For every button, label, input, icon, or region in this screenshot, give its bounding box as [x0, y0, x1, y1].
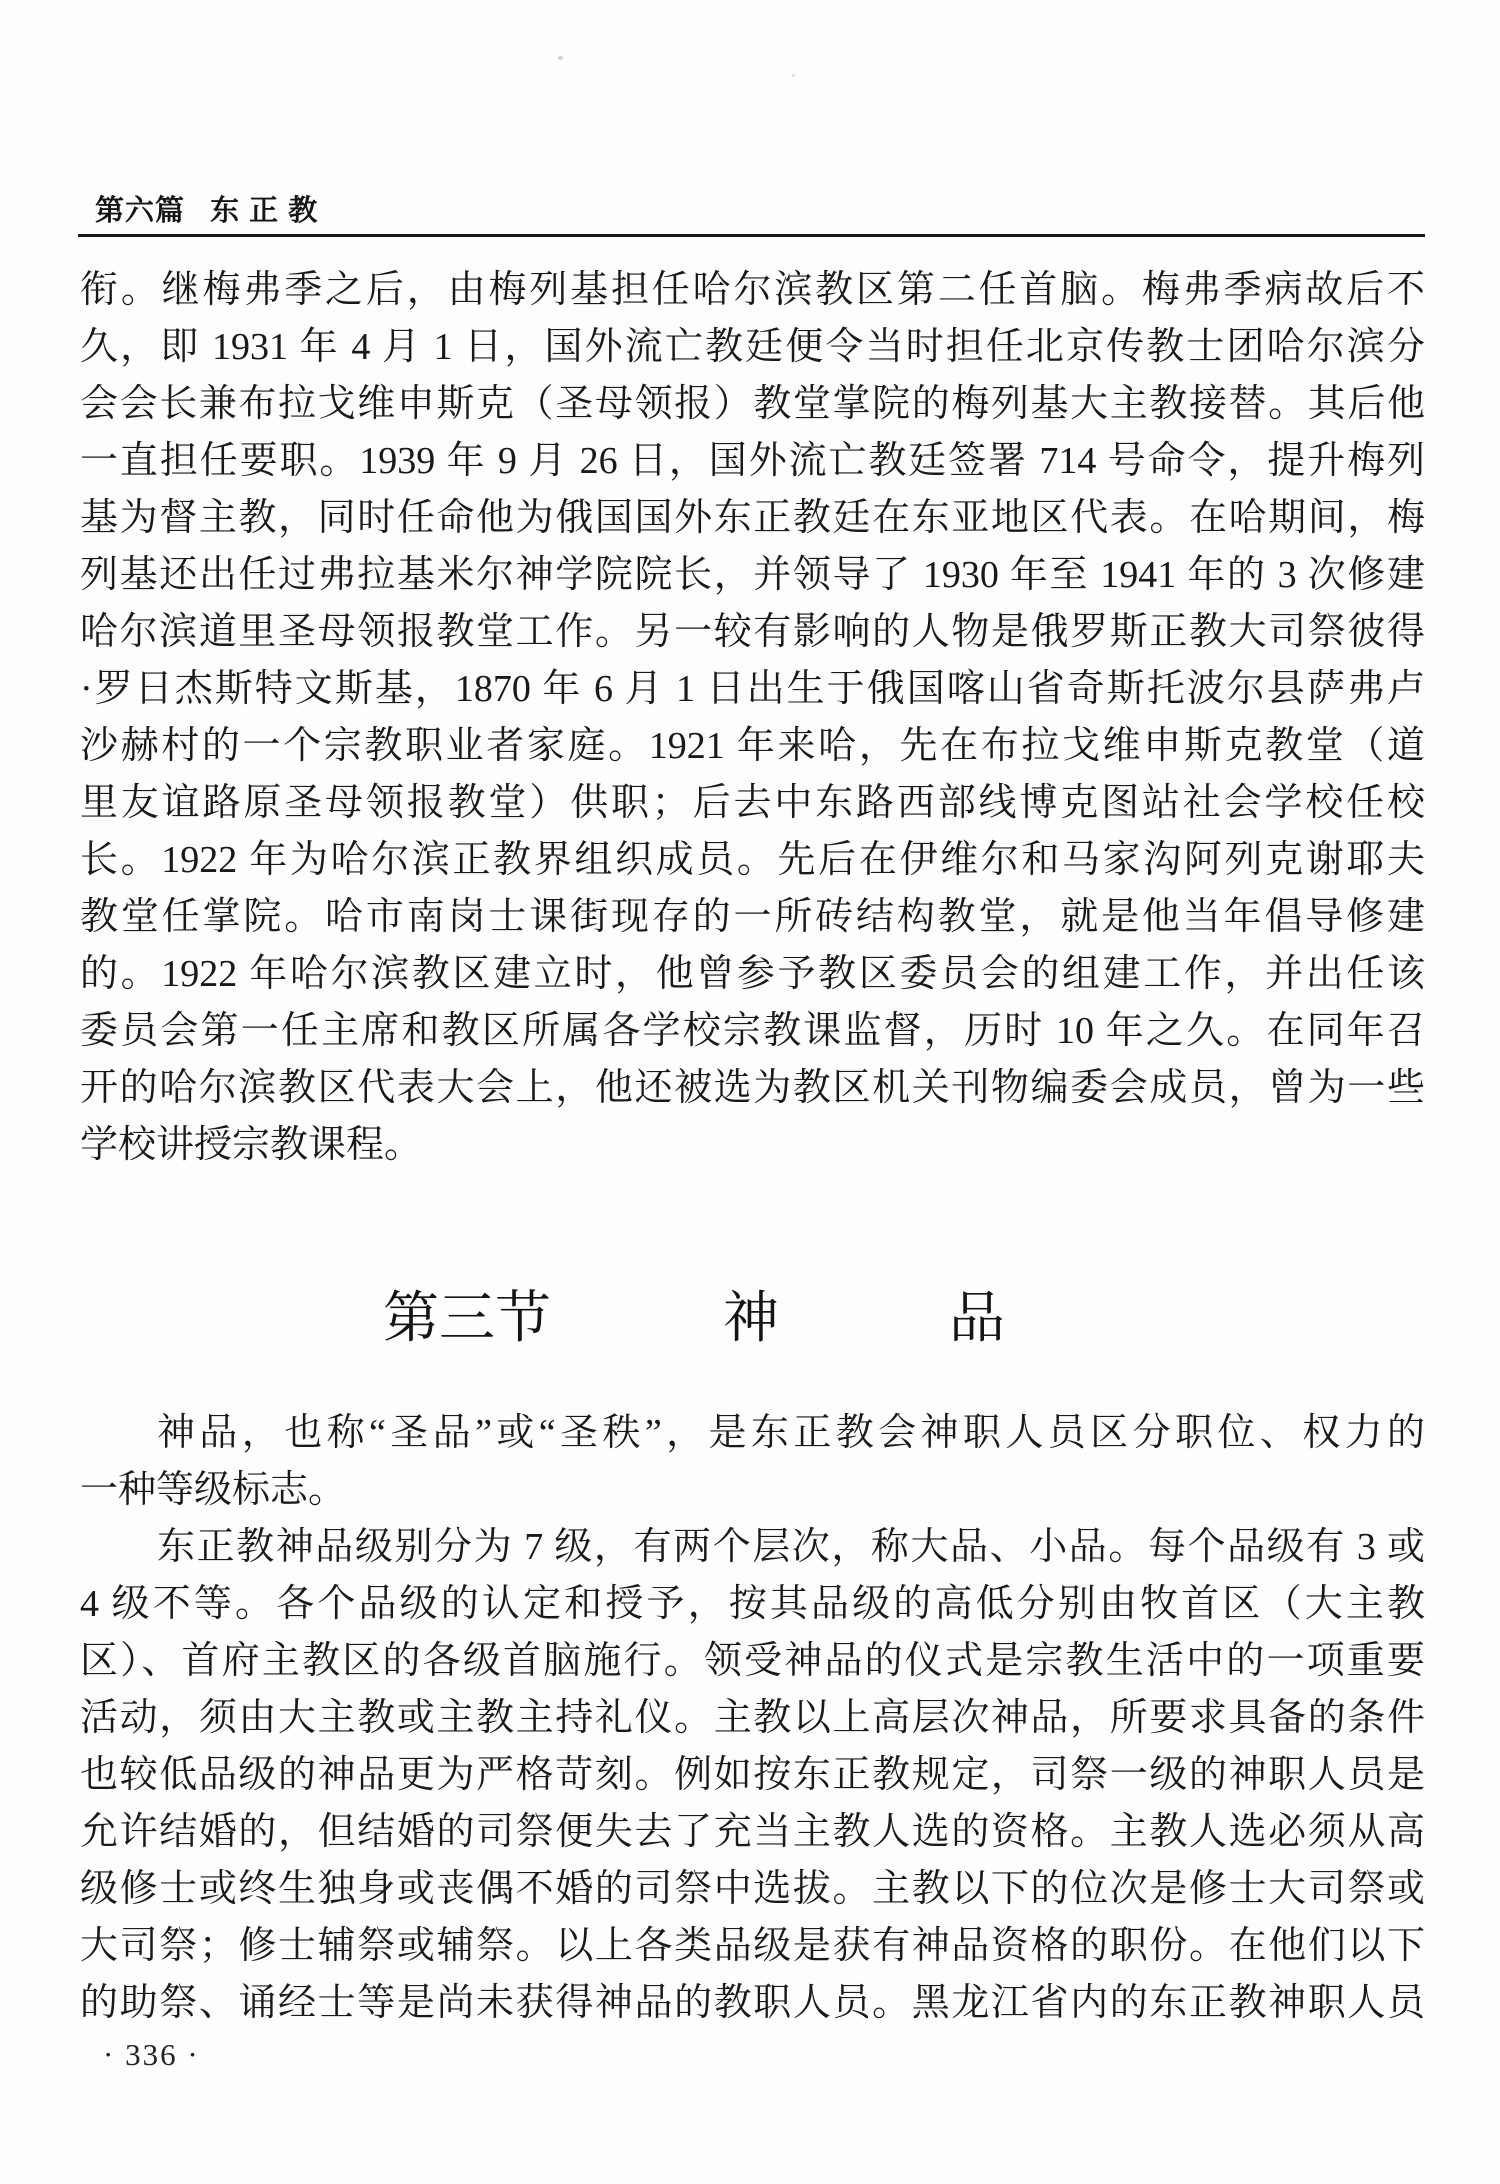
chapter-title-label: 东 正 教 — [210, 195, 319, 227]
text-line: 东正教神品级别分为 7 级，有两个层次，称大品、小品。每个品级有 3 或 — [157, 1526, 1425, 1568]
text-line: 活动，须由大主教或主教主持礼仪。主教以上高层次神品，所要求具备的条件 — [80, 1697, 1425, 1739]
text-line: 开的哈尔滨教区代表大会上，他还被选为教区机关刊物编委会成员，曾为一些 — [80, 1067, 1425, 1109]
text-line: 区）、首府主教区的各级首脑施行。领受神品的仪式是宗教生活中的一项重要 — [80, 1640, 1425, 1682]
text-line: 基为督主教，同时任命他为俄国国外东正教廷在东亚地区代表。在哈期间，梅 — [80, 497, 1425, 539]
chapter-number-label: 第六篇 — [95, 195, 186, 227]
scan-speck — [792, 74, 795, 77]
running-header — [95, 188, 318, 229]
text-line: 一直担任要职。1939 年 9 月 26 日，国外流亡教廷签署 714 号命令，提升梅列 — [80, 440, 1425, 482]
text-line: 级修士或终生独身或丧偶不婚的司祭中选拔。主教以下的位次是修士大司祭或 — [80, 1868, 1425, 1910]
text-line: 哈尔滨道里圣母领报教堂工作。另一较有影响的人物是俄罗斯正教大司祭彼得 — [80, 611, 1425, 653]
body-text-top — [80, 262, 1425, 1174]
section-title-word-1: 神 — [723, 1288, 779, 1350]
text-line: 教堂任掌院。哈市南岗士课街现存的一所砖结构教堂，就是他当年倡导修建 — [80, 896, 1425, 938]
body-text-bottom — [80, 1405, 1425, 2032]
text-line: 长。1922 年为哈尔滨正教界组织成员。先后在伊维尔和马家沟阿列克谢耶夫 — [80, 839, 1425, 881]
section-title — [383, 1288, 1005, 1350]
text-line: 沙赫村的一个宗教职业者家庭。1921 年来哈，先在布拉戈维申斯克教堂（道 — [80, 725, 1425, 767]
text-line: 的。1922 年哈尔滨教区建立时，他曾参予教区委员会的组建工作，并出任该 — [80, 953, 1425, 995]
text-line: 久，即 1931 年 4 月 1 日，国外流亡教廷便令当时担任北京传教士团哈尔滨分 — [80, 326, 1425, 368]
section-number: 第三节 — [383, 1288, 551, 1350]
scan-speck — [558, 56, 563, 60]
text-line: 学校讲授宗教课程。 — [80, 1124, 423, 1166]
text-line: 大司祭；修士辅祭或辅祭。以上各类品级是获有神品资格的职份。在他们以下 — [80, 1925, 1425, 1967]
text-line: 衔。继梅弗季之后，由梅列基担任哈尔滨教区第二任首脑。梅弗季病故后不 — [80, 269, 1425, 311]
text-line: 列基还出任过弗拉基米尔神学院院长，并领导了 1930 年至 1941 年的 3 次修建 — [80, 554, 1425, 596]
header-rule — [78, 234, 1425, 237]
text-line: 里友谊路原圣母领报教堂）供职；后去中东路西部线博克图站社会学校任校 — [80, 782, 1425, 824]
page-number: · 336 · — [103, 2037, 200, 2072]
text-line: 一种等级标志。 — [80, 1469, 347, 1511]
text-line: 的助祭、诵经士等是尚未获得神品的教职人员。黑龙江省内的东正教神职人员 — [80, 1982, 1425, 2024]
text-line: 也较低品级的神品更为严格苛刻。例如按东正教规定，司祭一级的神职人员是 — [80, 1754, 1425, 1796]
text-line: 4 级不等。各个品级的认定和授予，按其品级的高低分别由牧首区（大主教 — [80, 1583, 1425, 1625]
text-line: 会会长兼布拉戈维申斯克（圣母领报）教堂掌院的梅列基大主教接替。其后他 — [80, 383, 1425, 425]
text-line: 神品，也称“圣品”或“圣秩”，是东正教会神职人员区分职位、权力的 — [157, 1412, 1425, 1454]
text-line: ·罗日杰斯特文斯基，1870 年 6 月 1 日出生于俄国喀山省奇斯托波尔县萨弗卢 — [80, 668, 1425, 710]
text-line: 委员会第一任主席和教区所属各学校宗教课监督，历时 10 年之久。在同年召 — [80, 1010, 1425, 1052]
text-line: 允许结婚的，但结婚的司祭便失去了充当主教人选的资格。主教人选必须从高 — [80, 1811, 1425, 1853]
section-title-word-2: 品 — [949, 1288, 1005, 1350]
